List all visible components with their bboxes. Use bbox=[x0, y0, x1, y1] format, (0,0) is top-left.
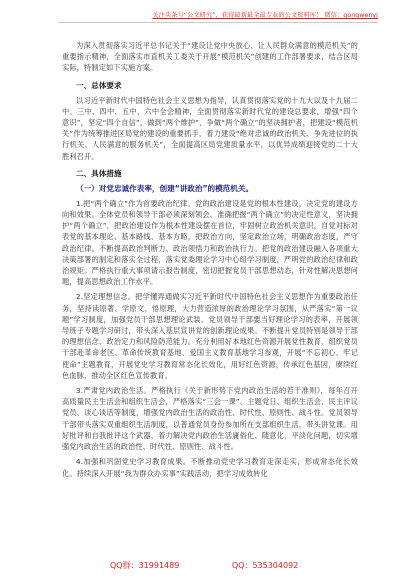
footer-qq: QQ：535304092 bbox=[231, 561, 299, 570]
header-banner[interactable]: 关注头条号“公文研究”，获得最新最全最专业的公文资料库！ 微信：gongwenyj bbox=[152, 12, 378, 19]
section-title-general: 一、总体要求 bbox=[76, 80, 122, 90]
footer-qq-group: QQ群：31991489 bbox=[110, 561, 180, 570]
measure-paragraph-1: 1.把“两个确立”作为首要政治纪律。党的政治建设是党的根本性建设，决定党的建设方向和效果。全体党员和领导干部必须深刻领会、准确把握“两个确立”的决定性意义，坚决拥护“两个确立”，把政治建设作为根本性建设摆在首位，牢固树立政治机关意识，自觉对标对表党的基本理论、基本路线、基本方略，把政治方向，坚定政治立场，明确政治态度，严守政治纪律。不断提高政治判断力、政治领悟力和政治执行力。把党的政治建设融入各项重大决策部署的制定和落实全过程，落实党委理论学习中心组学习制度，严明党的政治纪律和政治规矩。严格执行重大事项请示报告制度，密切把握党员干部思想动态，针对性解决思想问题，提高思想政治工作水平。 bbox=[62, 198, 358, 287]
section-general-body: 以习近平新时代中国特色社会主义思想为指导，认真贯彻落实党的十九大以及十九届二中、三中、四中、五中、六中全会精神，全面贯彻落实新时代党的建设总要求，增强“四个意识”，坚定“四个自信”，做到“两个维护”，争做“两个确立”的坚决拥护者，把建设“模范机关”作为统筹推进区局党的建设的重要抓手，着力建设“绝对忠诚的政治机关、争先进位的执行机关、人民满意的服务机关”，全面提高区局党建质量水平，以优异成绩迎接党的二十大胜利召开。 bbox=[62, 95, 358, 161]
intro-paragraph: 为深入贯彻落实习近平总书记关于“建设让党中央放心、让人民群众满意的模范机关”的重要指示精神，全面落实市直机关工委关于开展“模范机关”创建的工作部署要求，结合区局实际，特制定如下实施方案。 bbox=[62, 41, 358, 73]
header-divider bbox=[58, 22, 378, 23]
measure-paragraph-4: 4.加强和巩固党史学习教育成果。不断推动党史学习教育走深走实，形成常态化长效化。持续深入开展“我为群众办实事”实践活动，把学习成效转化 bbox=[62, 457, 358, 478]
section-title-measures: 二、具体措施 bbox=[76, 168, 122, 178]
subsection-title: （一）对党忠诚作表率，创建“讲政治”的模范机关。 bbox=[76, 183, 254, 193]
measure-paragraph-3: 3.严肃党内政治生活。严格执行《关于新形势下党内政治生活的若干准则》，每年召开高质量民主生活会和组织生活会，严格落实“三会一课”、主题党日、组织生活会、民主评议党员、谈心谈话等制度，增强党内政治生活的政治性、时代性、原则性、战斗性。党员领导干部带头落实双重组织生活制度，以普通党员身份参加所在支部组织生活，带头讲党课。用好批评和自我批评这个武器，着力解决党内政治生活庸俗化、随意化、平淡化问题，切实增强党内政治生活的政治性、时代性、原则性、战斗性。 bbox=[62, 386, 358, 452]
footer-contact bbox=[110, 560, 348, 571]
measure-paragraph-2: 2.坚定理想信念。把学懂弄通做实习近平新时代中国特色社会主义思想作为重要政治任务，坚持读原著、学原文、悟原理，大力营造浓厚的政治理论学习氛围，从严落实“第一议题”学习制度，加强党员干部思想理论武装。党员领导干部要当好理论学习的表率，开展领导班子专题学习研讨，带头深入基层宣讲党的创新理论成果。不断提升党员特别是领导干部的理想信念、政治定力和风险防范能力。充分利用好本地红色资源开展党性教育，组织党员干部赴革命老区、革命传统教育基地、爱国主义教育基地学习参观，开展“不忘初心、牢记使命”主题教育，开展党史学习教育常态化长效化，用好红色资源，传承红色基因，赓续红色血脉，推动全区红色宣传教育。 bbox=[62, 292, 358, 380]
document-body bbox=[62, 40, 358, 483]
